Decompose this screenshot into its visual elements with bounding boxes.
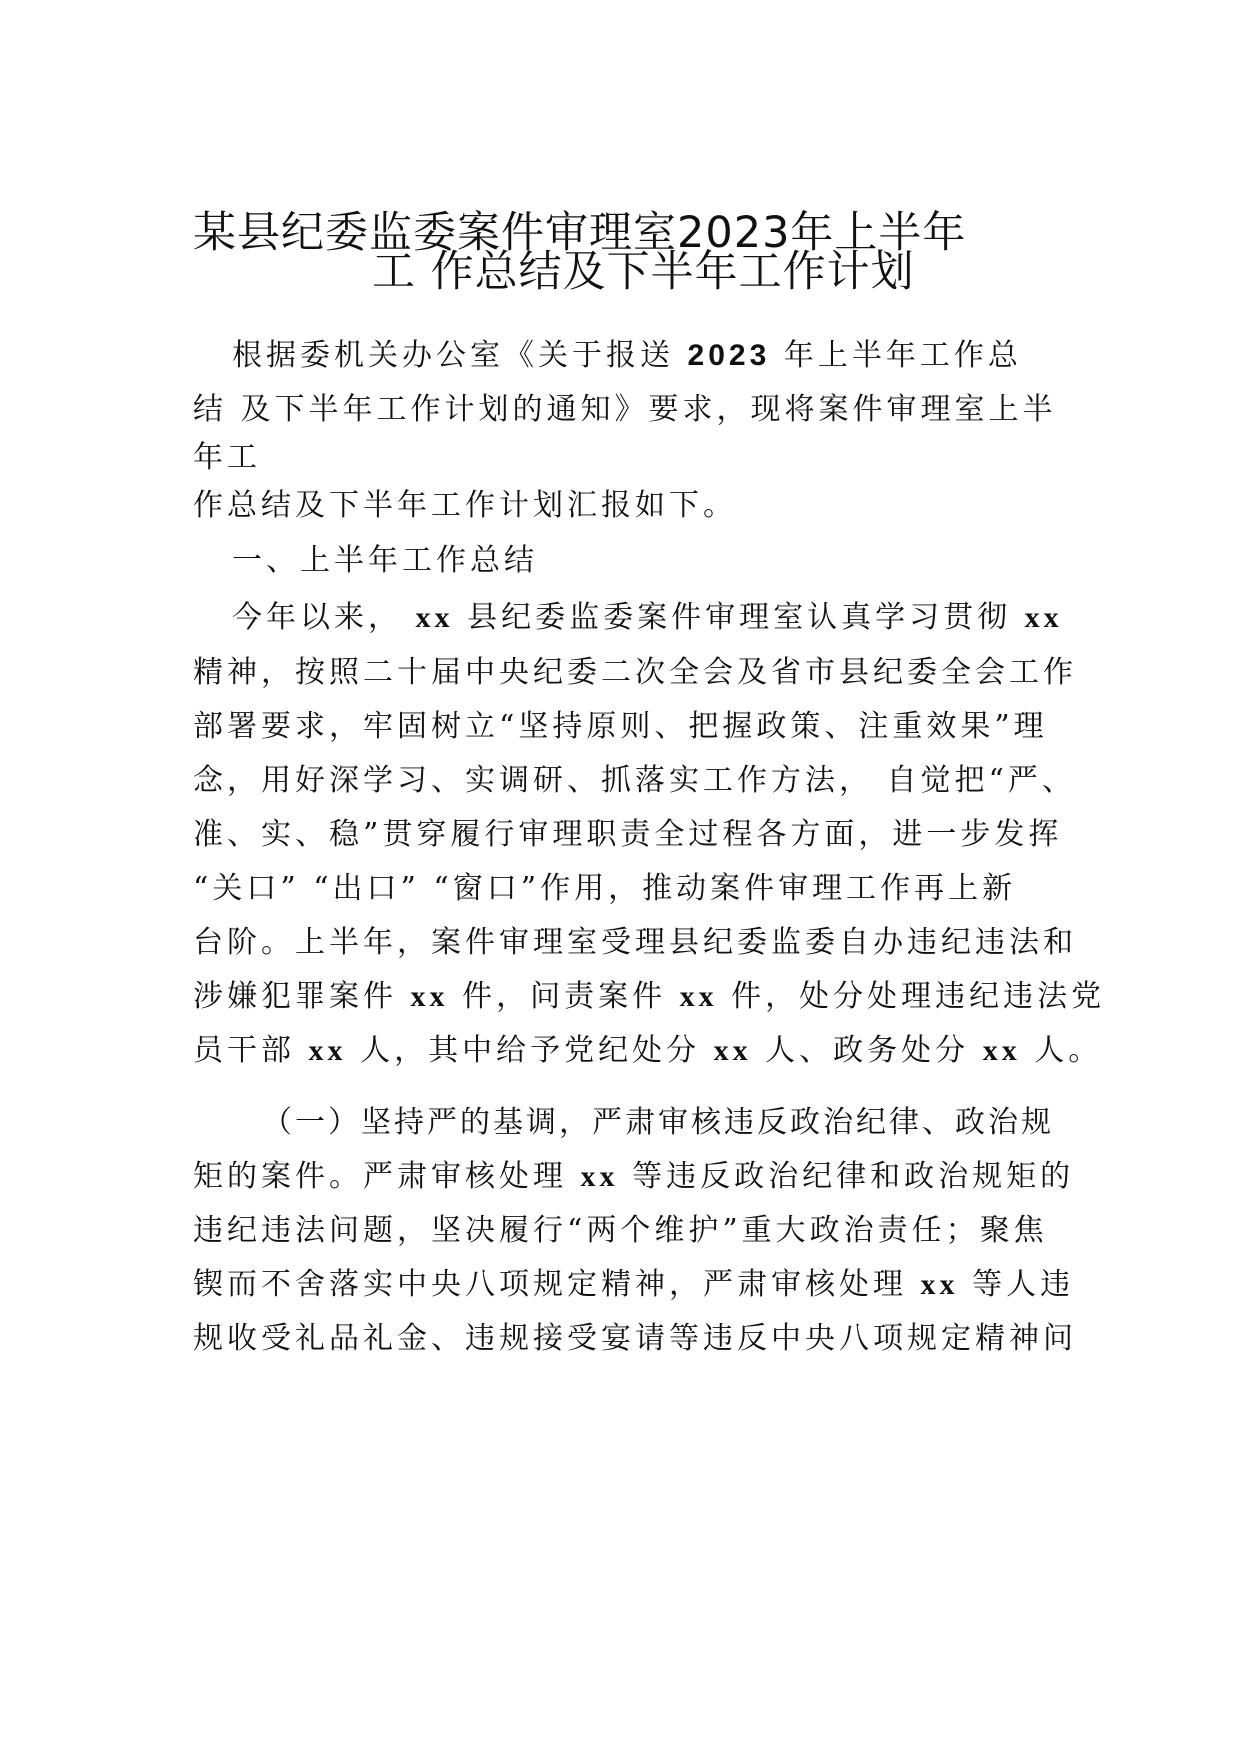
placeholder-xx: xx [982, 1034, 1021, 1067]
paragraph-line: 精神，按照二十届中央纪委二次全会及省市县纪委全会工作 [193, 655, 1077, 690]
paragraph-line: 准、实、稳”贯穿履行审理职责全过程各方面，进一步发挥 [193, 817, 1063, 852]
subsection-line: 违纪违法问题，坚决履行“两个维护”重大政治责任；聚焦 [193, 1213, 1048, 1248]
paragraph-line: 部署要求，牢固树立“坚持原则、把握政策、注重效果”理 [193, 709, 1048, 744]
placeholder-xx: xx [308, 1034, 347, 1067]
intro-text: 年上半年工作总 [770, 338, 1022, 373]
intro-line-3: 年工 [193, 440, 261, 475]
paragraph-line: 念，用好深学习、实调研、抓落实工作方法， 自觉把“严、 [193, 763, 1076, 798]
subsection-line: 规收受礼品礼金、违规接受宴请等违反中央八项规定精神问 [193, 1321, 1077, 1356]
paragraph-text: 人，其中给予党纪处分 [346, 1033, 714, 1068]
paragraph-line [193, 977, 1105, 1017]
subsection-line [193, 1157, 1074, 1197]
intro-line-4: 作总结及下半年工作计划汇报如下。 [193, 488, 737, 523]
paragraph-line [193, 1031, 1102, 1071]
paragraph-text: 锲而不舍落实中央八项规定精神，严肃审核处理 [193, 1267, 921, 1302]
section-heading: 一、上半年工作总结 [232, 543, 538, 578]
paragraph-text: 县纪委监委案件审理室认真学习贯彻 [453, 600, 1025, 635]
document-title-line-1: 某县纪委监委案件审理室2023年上半年 [193, 208, 967, 258]
paragraph-line: 台阶。上半年，案件审理室受理县纪委监委自办违纪违法和 [193, 925, 1077, 960]
intro-year: 2023 [687, 339, 771, 372]
paragraph-text: 人。 [1020, 1033, 1103, 1068]
placeholder-xx: xx [920, 1268, 959, 1301]
placeholder-xx: xx [679, 980, 718, 1013]
paragraph-text: 等人违 [958, 1267, 1075, 1302]
intro-line-2: 结 及下半年工作计划的通知》要求，现将案件审理室上半 [193, 392, 1057, 427]
paragraph-text: 矩的案件。严肃审核处理 [193, 1159, 581, 1194]
paragraph-text: 人、政务处分 [751, 1033, 983, 1068]
placeholder-xx: xx [580, 1160, 619, 1193]
document-title-line-2: 工 作总结及下半年工作计划 [372, 247, 915, 297]
subsection-line [193, 1265, 1074, 1305]
paragraph-text: 件，问责案件 [448, 979, 680, 1014]
paragraph-line: “关口” “出口” “窗口”作用，推动案件审理工作再上新 [193, 871, 1017, 906]
subsection-line: （一）坚持严的基调，严肃审核违反政治纪律、政治规 [262, 1105, 1054, 1140]
placeholder-xx: xx [1024, 601, 1063, 634]
placeholder-xx: xx [415, 601, 454, 634]
paragraph-text: 涉嫌犯罪案件 [193, 979, 411, 1014]
placeholder-xx: xx [410, 980, 449, 1013]
intro-line-1 [232, 336, 1022, 376]
intro-text: 根据委机关办公室《关于报送 [232, 338, 688, 373]
paragraph-text: 今年以来， [232, 600, 416, 635]
placeholder-xx: xx [713, 1034, 752, 1067]
paragraph-text: 员干部 [193, 1033, 309, 1068]
paragraph-text: 等违反政治纪律和政治规矩的 [618, 1159, 1075, 1194]
paragraph-line [232, 598, 1063, 638]
paragraph-text: 件，处分处理违纪违法党 [717, 979, 1106, 1014]
